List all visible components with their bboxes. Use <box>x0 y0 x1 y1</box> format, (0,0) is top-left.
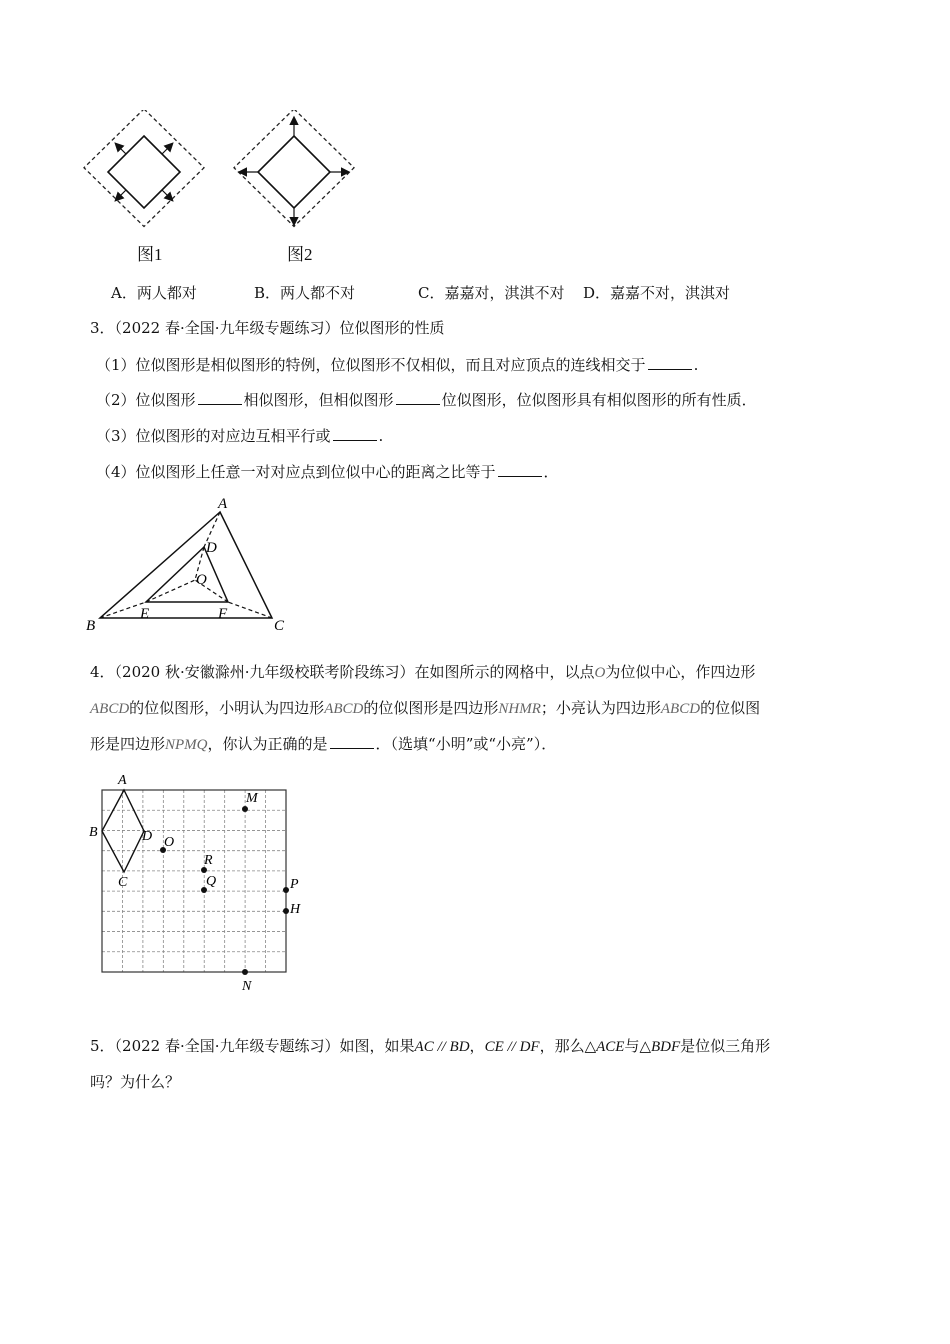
grid-label-M: M <box>246 791 258 806</box>
grid-label-R: R <box>204 853 213 868</box>
grid-lines <box>102 790 286 972</box>
label-A: A <box>218 496 228 512</box>
q3-number: 3． <box>90 319 115 337</box>
answer-blank[interactable] <box>333 426 377 441</box>
grid-label-N: N <box>242 979 252 994</box>
point-H <box>283 908 289 914</box>
figure-2-caption: 图2 <box>287 245 313 264</box>
grid-label-Q: Q <box>206 874 217 889</box>
point-M <box>242 806 248 812</box>
grid-label-B: B <box>89 825 98 840</box>
label-C: C <box>274 618 285 634</box>
q4-source: （2020 秋·安徽滁州·九年级校联考阶段练习） <box>114 663 415 681</box>
answer-blank[interactable] <box>198 390 242 405</box>
point-P <box>283 887 289 893</box>
answer-blank[interactable] <box>396 390 440 405</box>
grid-figure <box>84 768 314 998</box>
q3-header <box>90 318 445 338</box>
label-D: D <box>206 540 217 556</box>
figure-1 <box>84 110 204 227</box>
q3-item-1: （1）位似图形是相似图形的特例，位似图形不仅相似，而且对应顶点的连线相交于 . <box>96 356 699 374</box>
q3-source: （2022 春·全国·九年级专题练习） <box>114 319 340 337</box>
option-b: B．两人都不对 <box>254 284 356 302</box>
q4-line-2: ABCD的位似图形，小明认为四边形ABCD的位似图形是四边形NHMR；小亮认为四边形ABCD的位似图 <box>90 699 761 717</box>
square-figures <box>80 110 370 230</box>
q4-line-1: 4．（2020 秋·安徽滁州·九年级校联考阶段练习）在如图所示的网格中，以点O为位似中心，作四边形 <box>90 663 756 681</box>
option-d: D．嘉嘉不对，淇淇对 <box>583 284 731 302</box>
answer-blank[interactable] <box>330 734 374 749</box>
grid-label-O: O <box>164 835 175 850</box>
q3-item-2: （2）位似图形 相似图形，但相似图形 位似图形，位似图形具有相似图形的所有性质． <box>96 391 757 409</box>
grid-label-A: A <box>118 773 127 788</box>
q5-source: （2022 春·全国·九年级专题练习） <box>114 1037 340 1055</box>
q4-number: 4． <box>90 663 115 681</box>
answer-blank[interactable] <box>498 462 542 477</box>
q4-line-3: 形是四边形NPMQ，你认为正确的是 ．（选填“小明”或“小亮”）． <box>90 735 557 753</box>
label-O: O <box>196 572 207 588</box>
answer-blank[interactable] <box>648 355 692 370</box>
q5-line-1: 5．（2022 春·全国·九年级专题练习）如图，如果AC // BD，CE // DF，那么△ACE与△BDF是位似三角形 <box>90 1037 771 1055</box>
grid-label-H: H <box>290 902 301 917</box>
homothety-triangle-figure <box>80 490 300 640</box>
grid-label-C: C <box>118 875 128 890</box>
grid-label-D: D <box>142 829 153 844</box>
point-N <box>242 969 248 975</box>
grid-label-P: P <box>290 877 299 892</box>
option-c: C．嘉嘉对，淇淇不对 <box>418 284 565 302</box>
q3-title: 位似图形的性质 <box>339 319 445 337</box>
figure-2 <box>234 110 354 227</box>
figure-1-caption: 图1 <box>137 245 163 264</box>
q3-item-3: （3）位似图形的对应边互相平行或 . <box>96 427 384 445</box>
label-E: E <box>140 606 150 622</box>
option-a: A．两人都对 <box>111 284 197 302</box>
q5-line-2: 吗？为什么？ <box>90 1073 181 1091</box>
q5-number: 5． <box>90 1037 115 1055</box>
q3-item-4: （4）位似图形上任意一对对应点到位似中心的距离之比等于 ． <box>96 463 559 481</box>
label-B: B <box>86 618 96 634</box>
label-F: F <box>218 606 228 622</box>
